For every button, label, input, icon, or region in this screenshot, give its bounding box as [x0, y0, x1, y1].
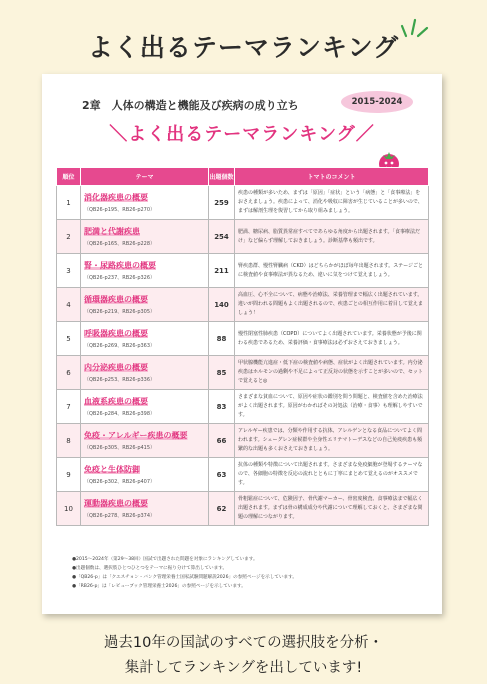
theme-name: 免疫・アレルギー疾患の概要: [84, 431, 188, 440]
theme-name: 呼吸器疾患の概要: [84, 329, 148, 338]
col-comment-header: トマトのコメント: [235, 168, 429, 186]
theme-cell: [81, 322, 209, 356]
table-header-row: [57, 168, 429, 186]
count-cell: 62: [209, 492, 235, 526]
theme-cell: [81, 492, 209, 526]
rank-cell: 9: [57, 458, 81, 492]
rank-cell: 7: [57, 390, 81, 424]
table-row: [57, 220, 429, 254]
theme-ref: （QB26-p278、RB26-p374）: [84, 513, 156, 519]
theme-cell: [81, 288, 209, 322]
caption-line: 過去10年の国試のすべての選択肢を分析・: [103, 635, 384, 651]
ranking-table: [56, 167, 429, 526]
count-cell: 254: [209, 220, 235, 254]
rank-cell: 8: [57, 424, 81, 458]
theme-ref: （QB26-p305、RB26-p415）: [84, 445, 156, 451]
theme-cell: [81, 356, 209, 390]
table-row: [57, 322, 429, 356]
table-row: [57, 492, 429, 526]
theme-cell: [81, 458, 209, 492]
ranking-banner: ＼よく出るテーマランキング／: [109, 124, 375, 145]
theme-name: 内分泌疾患の概要: [84, 363, 148, 372]
count-cell: 83: [209, 390, 235, 424]
rank-cell: 1: [57, 186, 81, 220]
comment-cell: 腎疾患群、慢性腎臓病（CKD）はどちらかがほぼ毎年出題されます。ステージごとに検査値や食事療法が異なるため、違いに気をつけて覚えましょう。: [235, 254, 429, 288]
comment-cell: 抗体の種類や特徴について出題されます。さまざまな免疫細胞が登場するテーマなので、各細胞の特徴を反応の流れとともに丁寧にまとめて覚えるのがオススメです。: [235, 458, 429, 492]
theme-ref: （QB26-p284、RB26-p398）: [84, 411, 156, 417]
comment-cell: 疾患の種類が多いため、まずは「原因」「症状」という「病態」と「食事療法」をおさえましょう。疾患によって、消化や吸収に障害が生じていることが多いので、まずは解剖生理を復習してから取り組みましょう。: [235, 186, 429, 220]
footnotes: [72, 555, 422, 591]
page-title-text: よく出るテーマランキング: [87, 33, 400, 62]
table-row: [57, 390, 429, 424]
theme-cell: [81, 390, 209, 424]
count-cell: 63: [209, 458, 235, 492]
chapter-title: 2章 人体の構造と機能及び疾病の成り立ち: [82, 99, 299, 112]
caption: [0, 631, 487, 681]
rank-cell: 5: [57, 322, 81, 356]
years-badge: 2015-2024: [341, 91, 413, 113]
count-cell: 211: [209, 254, 235, 288]
col-theme-header: テーマ: [81, 168, 209, 186]
theme-cell: [81, 186, 209, 220]
ranking-sheet: [42, 74, 442, 614]
theme-name: 腎・尿路疾患の概要: [84, 261, 156, 270]
footnote: ●「QB26-p」は「クエスチョン・バンク管理栄養士国家試験問題解説2026」の参照ページを示しています。: [72, 575, 297, 580]
theme-ref: （QB26-p237、RB26-p326）: [84, 275, 156, 281]
theme-name: 循環器疾患の概要: [84, 295, 148, 304]
theme-cell: [81, 424, 209, 458]
col-count-header: 出題個数: [209, 168, 235, 186]
rank-cell: 6: [57, 356, 81, 390]
table-row: [57, 458, 429, 492]
table-row: [57, 356, 429, 390]
theme-ref: （QB26-p269、RB26-p363）: [84, 343, 156, 349]
theme-ref: （QB26-p302、RB26-p407）: [84, 479, 156, 485]
theme-name: 運動器疾患の概要: [84, 499, 148, 508]
count-cell: 85: [209, 356, 235, 390]
theme-name: 消化器疾患の概要: [84, 193, 148, 202]
table-row: [57, 288, 429, 322]
footnote: ●出題個数は、選択肢ひとつひとつをテーマに振り分けて算出しています。: [72, 566, 228, 571]
theme-ref: （QB26-p165、RB26-p228）: [84, 241, 156, 247]
theme-ref: （QB26-p219、RB26-p305）: [84, 309, 156, 315]
rank-cell: 4: [57, 288, 81, 322]
theme-name: 免疫と生体防御: [84, 465, 140, 474]
comment-cell: 肥満、糖尿病、脂質異常症すべてであらゆる角度から出題されます。「食事療法だけ」など偏らず理解しておきましょう。診断基準も頻出です。: [235, 220, 429, 254]
count-cell: 140: [209, 288, 235, 322]
comment-cell: 骨粗鬆症について、危険因子、骨代謝マーカー、骨密度検査、食事療法まで幅広く出題されます。まずは骨の構成成分や代謝について理解しておくと、さまざまな問題の理解につながります。: [235, 492, 429, 526]
count-cell: 259: [209, 186, 235, 220]
footnote: ●2015～2024年（第29～38回）国試で出題された問題を対象にランキングしています。: [72, 557, 258, 562]
count-cell: 88: [209, 322, 235, 356]
theme-ref: （QB26-p253、RB26-p336）: [84, 377, 156, 383]
col-rank-header: 順位: [57, 168, 81, 186]
table-row: [57, 186, 429, 220]
theme-name: 血液系疾患の概要: [84, 397, 148, 406]
rank-cell: 10: [57, 492, 81, 526]
theme-name: 肥満と代謝疾患: [84, 227, 140, 236]
comment-cell: 甲状腺機能亢進症・低下症の検査値や病態、症状がよく出題されています。内分泌疾患はホルモンの過剰や不足によって正反対の状態を示すことが多いので、セットで覚えると◎: [235, 356, 429, 390]
table-row: [57, 424, 429, 458]
rank-cell: 2: [57, 220, 81, 254]
theme-cell: [81, 220, 209, 254]
comment-cell: アレルギー疾患では、分類や作用する抗体、アレルゲンとなる食品についてよく問われます。シェーグレン症候群や全身性エリテマトーデスなどの自己免疫疾患も頻繁的な出題も多くおさえておきましょう。: [235, 424, 429, 458]
count-cell: 66: [209, 424, 235, 458]
rank-cell: 3: [57, 254, 81, 288]
comment-cell: 高血圧、心不全について、病態や治療法、栄養管理まで幅広く出題されています。違いが問われる問題もよく出題されるので、疾患ごとの相互作用に着目して覚えましょう！: [235, 288, 429, 322]
comment-cell: さまざまな貧血について、原因や症状の鑑別を問う問題と、検査値を含めた治療法がよく出題されます。原因がわかればその対処法（治療・食事）も理解しやすいです。: [235, 390, 429, 424]
theme-ref: （QB26-p195、RB26-p270）: [84, 207, 156, 213]
theme-cell: [81, 254, 209, 288]
comment-cell: 慢性閉塞性肺疾患（COPD）についてよく出題されています。栄養状態が予後に関わる疾患であるため、栄養評価・食事療法は必ずおさえておきましょう。: [235, 322, 429, 356]
caption-line: 集計してランキングを出しています!: [124, 660, 363, 676]
sparkle-icon: [400, 14, 430, 40]
footnote: ●「RB26-p」は「レビューブック管理栄養士2026」の参照ページを示しています。: [72, 584, 246, 589]
table-row: [57, 254, 429, 288]
